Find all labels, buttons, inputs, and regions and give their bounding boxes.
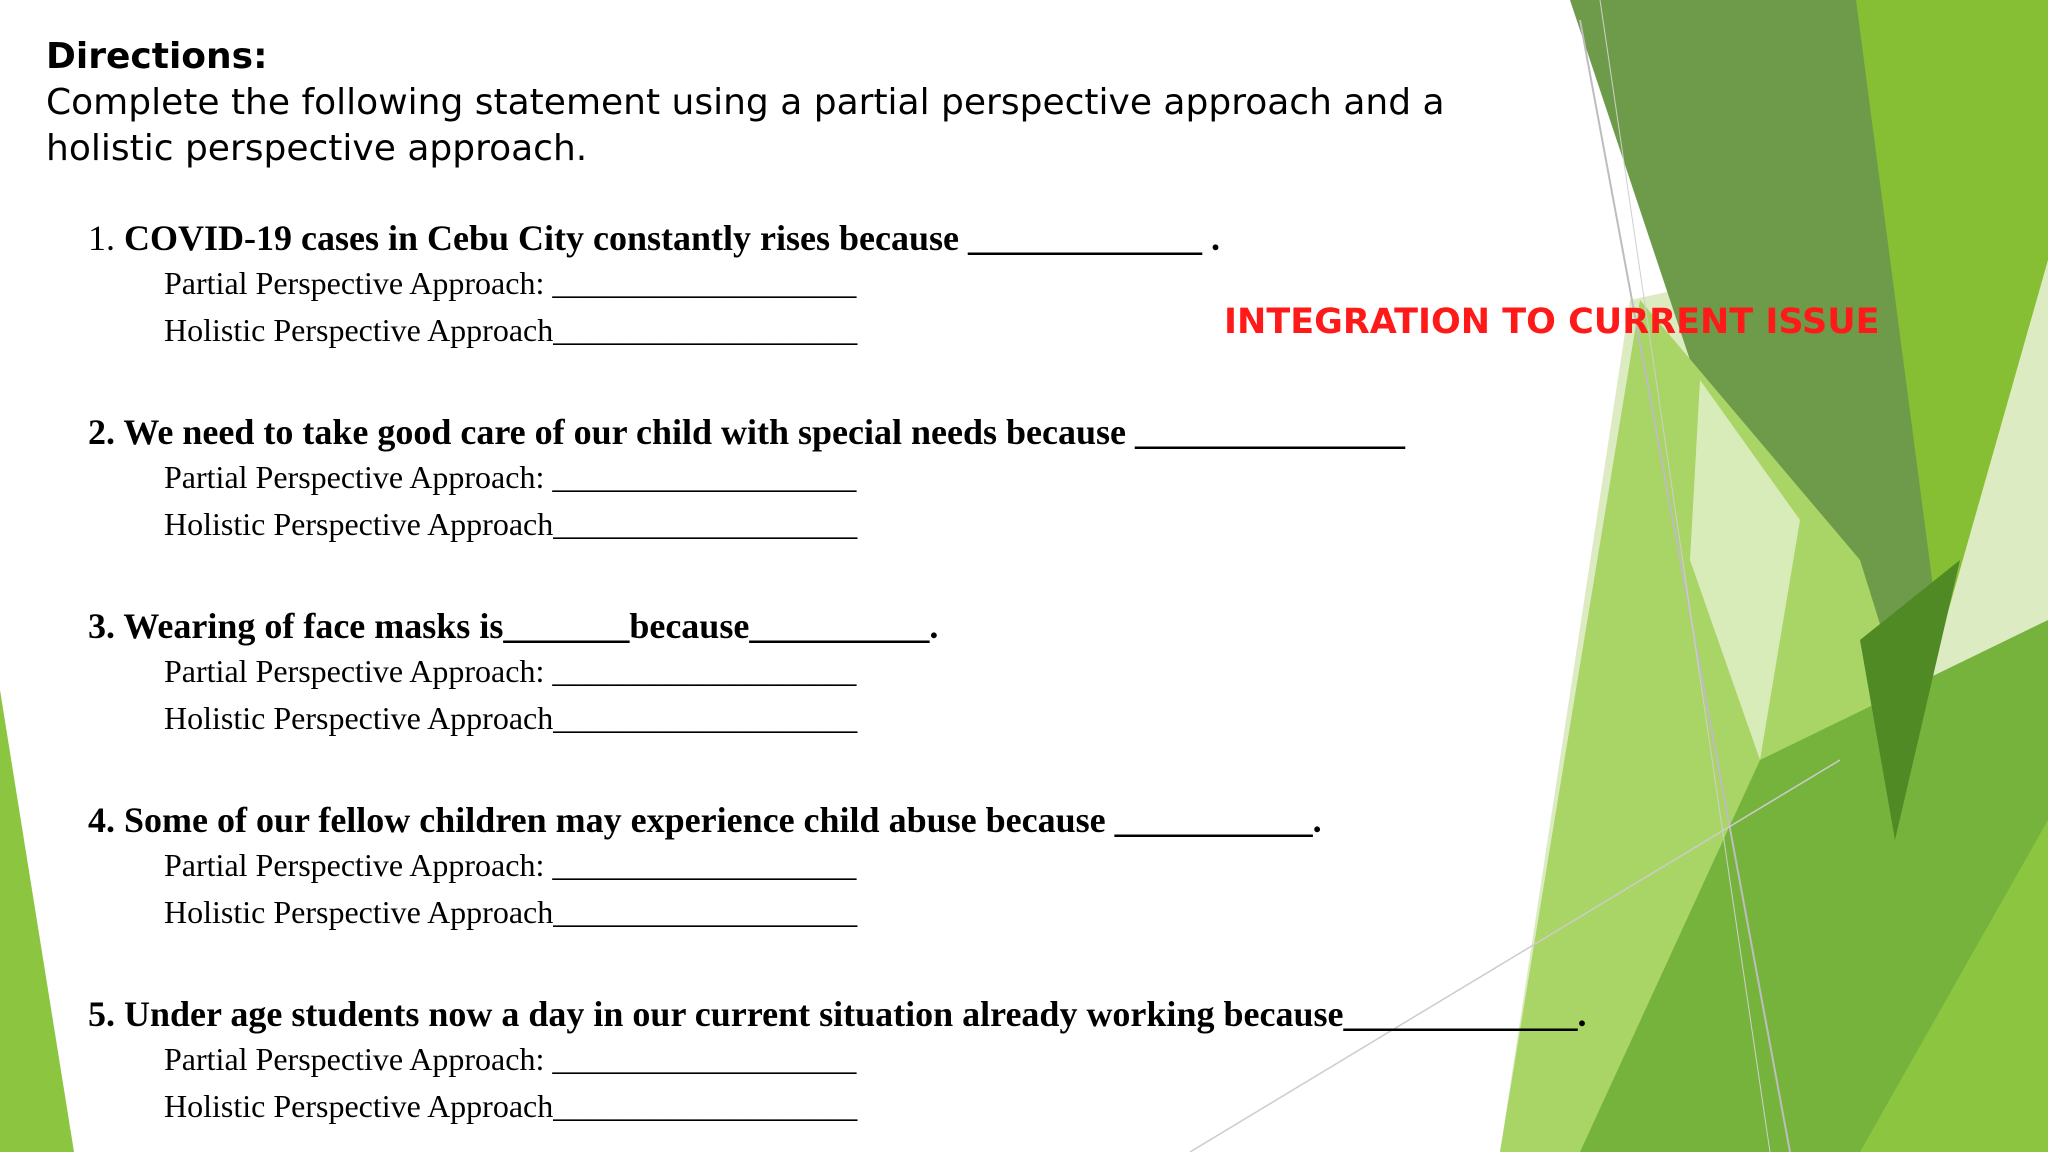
partial-approach-line: Partial Perspective Approach: ___________________ [164,459,857,495]
item-number: 3. [88,606,115,646]
list-item [88,604,938,742]
statement-text: COVID-19 cases in Cebu City constantly rises because _____________ . [124,218,1220,258]
statement-text: Some of our fellow children may experience child abuse because ___________. [124,800,1322,840]
item-number: 1. [88,218,115,258]
list-item [88,216,1220,354]
deco-left-sliver [0,690,74,1152]
item-number: 5. [88,994,115,1034]
holistic-approach-line: Holistic Perspective Approach___________________ [164,1088,858,1124]
statement-2 [88,410,1405,454]
holistic-approach-line: Holistic Perspective Approach___________________ [164,312,858,348]
partial-approach-line: Partial Perspective Approach: ___________________ [164,847,857,883]
partial-approach-line: Partial Perspective Approach: ___________________ [164,1041,857,1077]
directions-text: Complete the following statement using a partial perspective approach and a holistic perspective approach. [46,82,1445,169]
statement-text: Wearing of face masks is_______because__________. [123,606,939,646]
statement-3 [88,604,938,648]
statement-4 [88,798,1322,842]
holistic-approach-line: Holistic Perspective Approach___________________ [164,894,858,930]
statement-5 [88,992,1586,1036]
item-number: 4. [88,800,115,840]
directions-title: Directions: [46,36,268,77]
holistic-approach-line: Holistic Perspective Approach___________________ [164,700,858,736]
statement-text: Under age students now a day in our current situation already working because_____________. [124,994,1587,1034]
statement-1 [88,216,1220,260]
partial-approach-line: Partial Perspective Approach: ___________________ [164,265,857,301]
list-item [88,992,1586,1130]
partial-approach-line: Partial Perspective Approach: ___________________ [164,653,857,689]
integration-callout: INTEGRATION TO CURRENT ISSUE [1224,302,1880,342]
holistic-approach-line: Holistic Perspective Approach___________________ [164,506,858,542]
list-item [88,798,1322,936]
statement-text: We need to take good care of our child with special needs because _______________ [123,412,1405,452]
item-number: 2. [88,412,115,452]
list-item [88,410,1405,548]
